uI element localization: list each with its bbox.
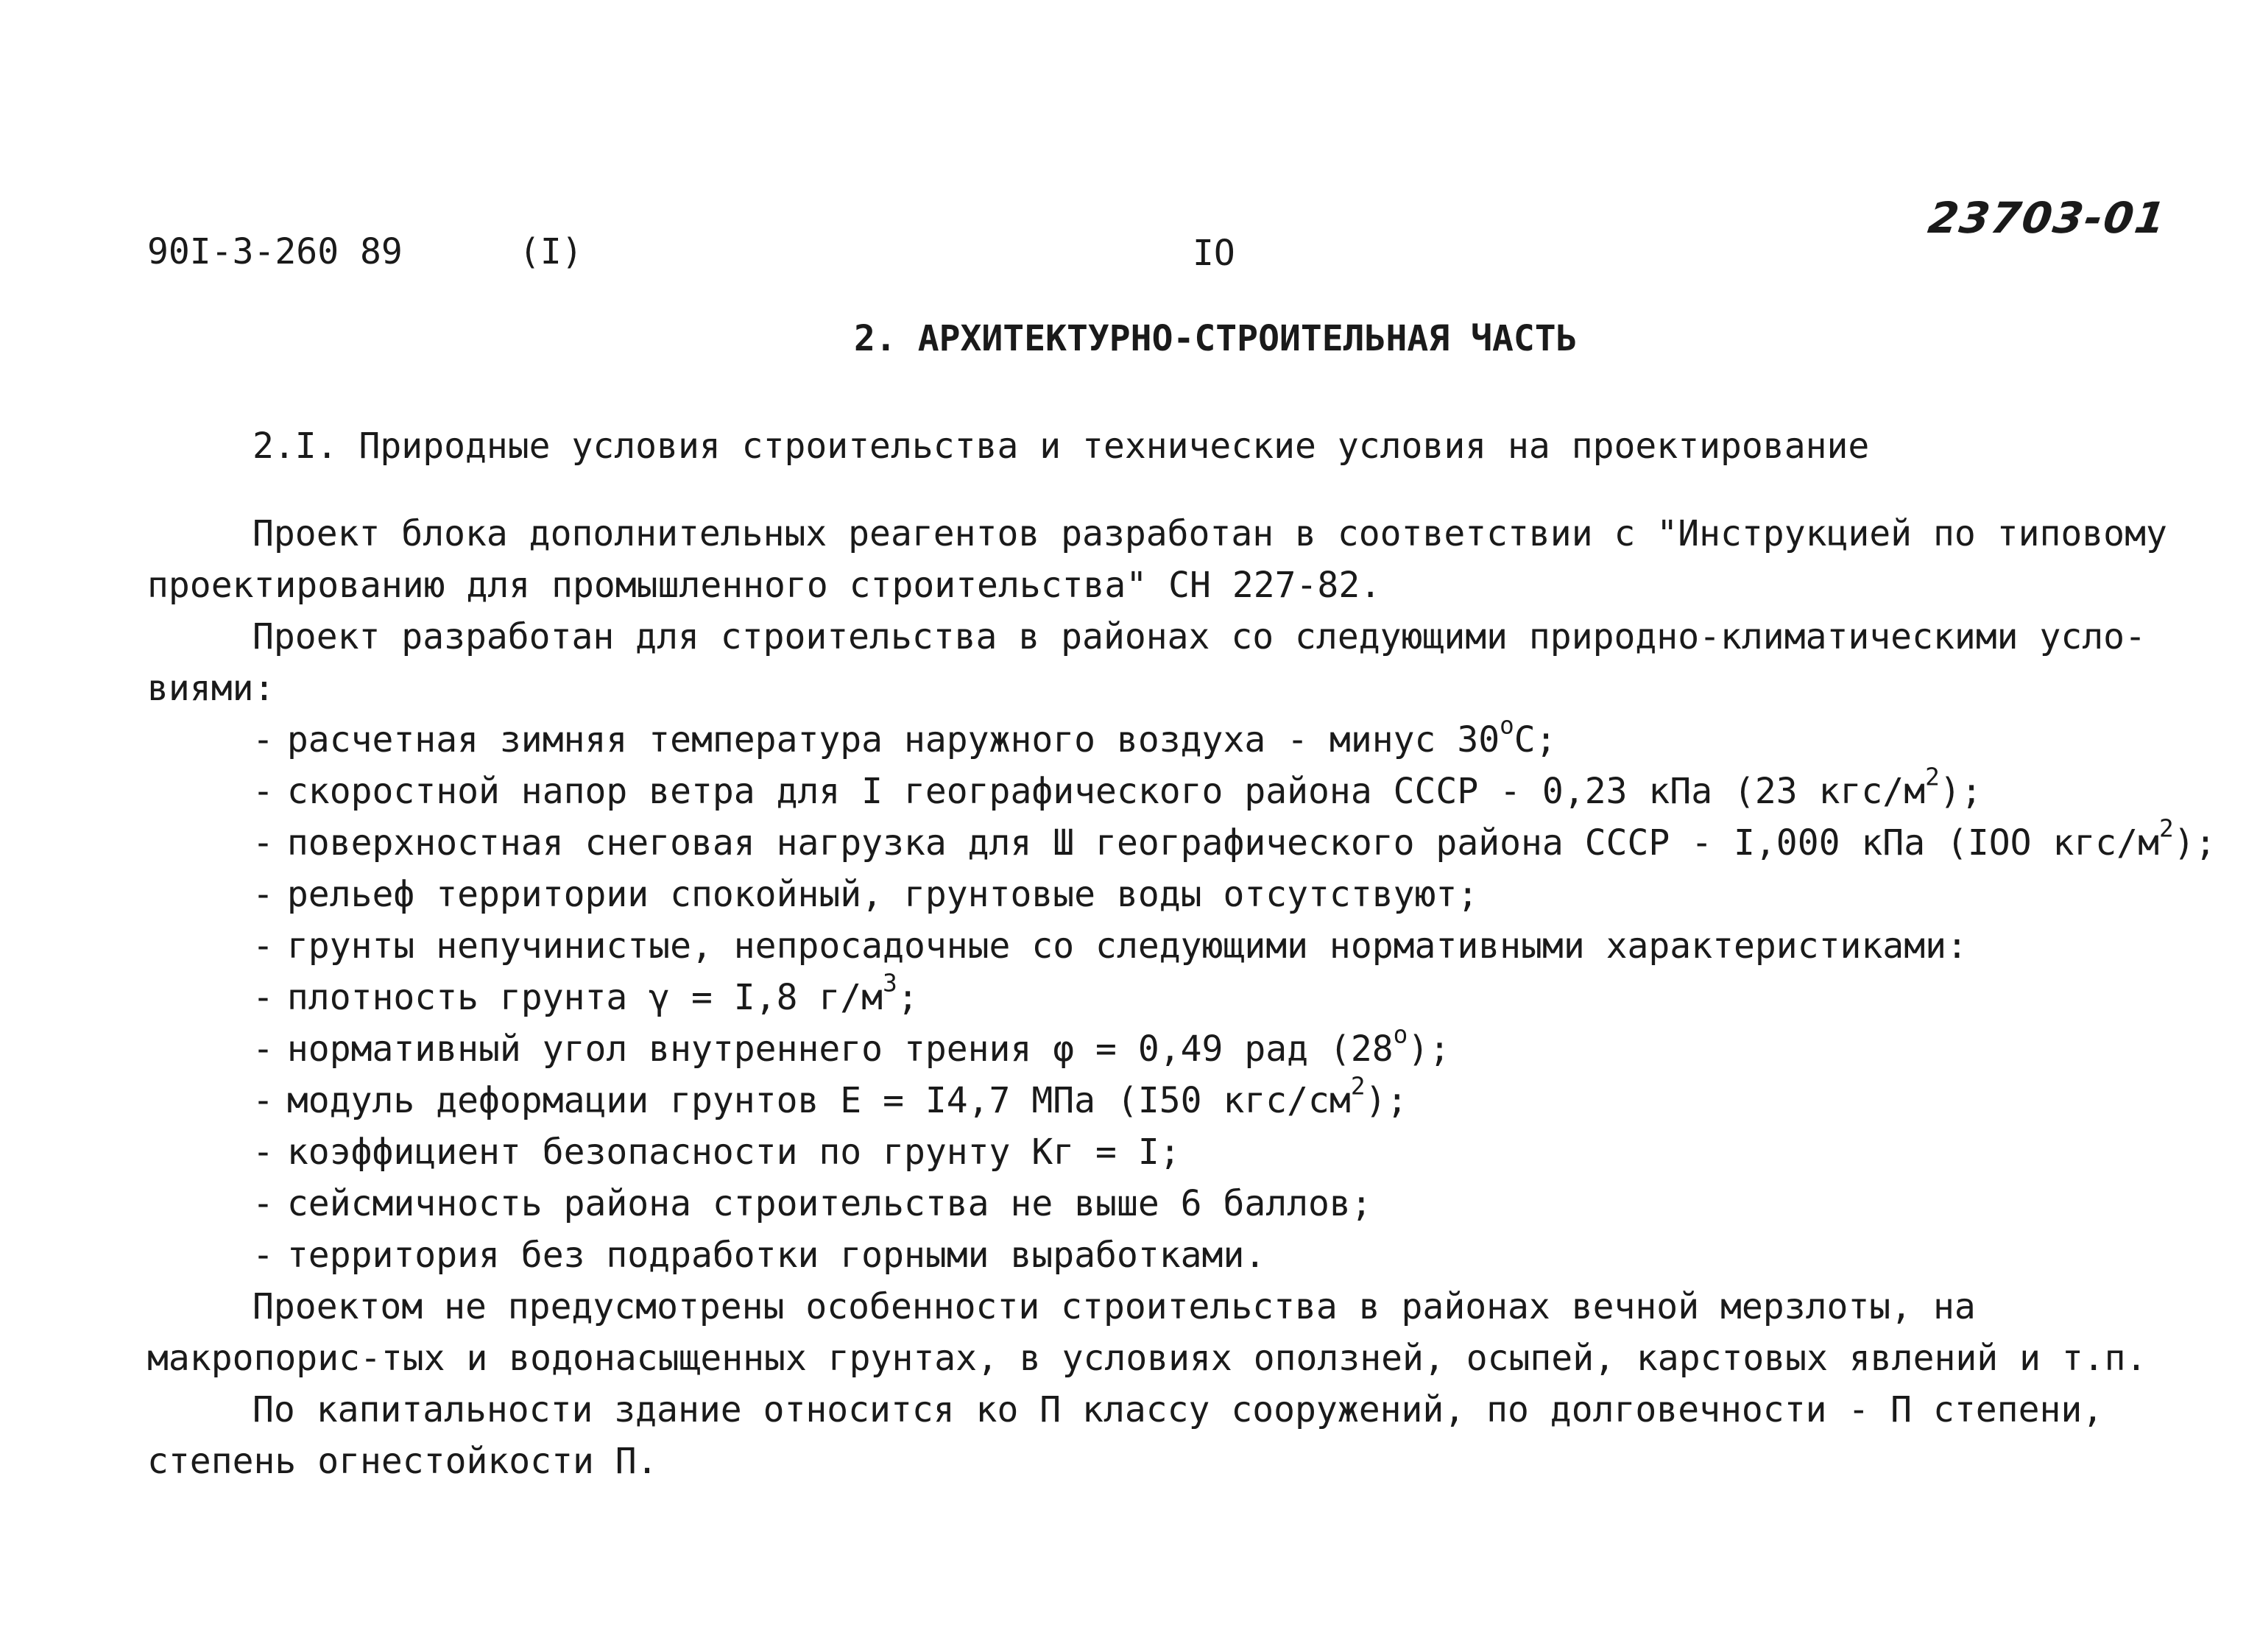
conditions-list <box>147 711 2217 1281</box>
list-item: - плотность грунта γ = I,8 $г/м^3$; <box>253 969 919 1018</box>
conditions-paragraph: Проект разработан для строительства в районах со следующими природно-климатическими усло-виями: <box>147 616 2146 709</box>
dash-marker: - <box>253 822 274 864</box>
dash-marker: - <box>253 1183 274 1224</box>
dash-marker: - <box>253 925 274 967</box>
dash-marker: - <box>253 977 274 1018</box>
list-item: - расчетная зимняя температура наружного воздуха - минус $30^оС$; <box>253 711 1557 760</box>
dash-marker: - <box>253 1080 274 1121</box>
subsection-title: 2.I. Природные условия строительства и технические условия на проектирование <box>253 426 1870 467</box>
exclusions-paragraph: Проектом не предусмотрены особенности строительства в районах вечной мерзлоты, на макропорис-тых и водонасыщенных грунтах, в условиях оползней, осыпей, карстовых явлений и т.п. <box>147 1286 2147 1379</box>
page-number: IO <box>1193 233 1235 274</box>
list-item: - грунты непучинистые, непросадочные со следующими нормативными характеристиками: <box>253 925 1968 967</box>
list-item: - рельеф территории спокойный, грунтовые воды отсутствуют; <box>253 874 1479 915</box>
list-item: - модуль деформации грунтов Е = I4,7 МПа (I50 кгс/$см^2$); <box>253 1072 1408 1121</box>
list-item: - поверхностная снеговая нагрузка для Ш географического района СССР - I,000 кПа (IOO кгс/$м^2$); <box>253 814 2217 864</box>
section-title: 2. АРХИТЕКТУРНО-СТРОИТЕЛЬНАЯ ЧАСТЬ <box>854 318 1578 359</box>
dash-marker: - <box>253 719 274 760</box>
list-item: - скоростной напор ветра для I географического района СССР - 0,23 кПа (23 кгс/$м^2$); <box>253 763 1982 812</box>
list-item: - нормативный угол внутреннего трения φ = 0,49 рад $(28^о)$; <box>253 1020 1451 1070</box>
document-code: 90I-3-260 89 <box>147 231 403 272</box>
dash-marker: - <box>253 1028 274 1070</box>
document-part: (I) <box>519 231 583 272</box>
dash-marker: - <box>253 874 274 915</box>
list-item: - коэффициент безопасности по грунту Кг = I; <box>253 1132 1181 1173</box>
list-item: - сейсмичность района строительства не выше 6 баллов; <box>253 1183 1372 1224</box>
list-item: - территория без подработки горными выработками. <box>253 1235 1266 1276</box>
dash-marker: - <box>253 1132 274 1173</box>
intro-paragraph: Проект блока дополнительных реагентов разработан в соответствии с "Инструкцией по типовому проектированию для промышленного строительства" СН 227-82. <box>147 513 2189 606</box>
dash-marker: - <box>253 1235 274 1276</box>
archive-stamp: 23703-01 <box>1925 193 2170 243</box>
document-body <box>147 508 2217 1487</box>
classification-paragraph: По капитальности здание относится ко П классу сооружений, по долговечности - П степени, степень огнестойкости П. <box>147 1389 2125 1482</box>
dash-marker: - <box>253 771 274 812</box>
